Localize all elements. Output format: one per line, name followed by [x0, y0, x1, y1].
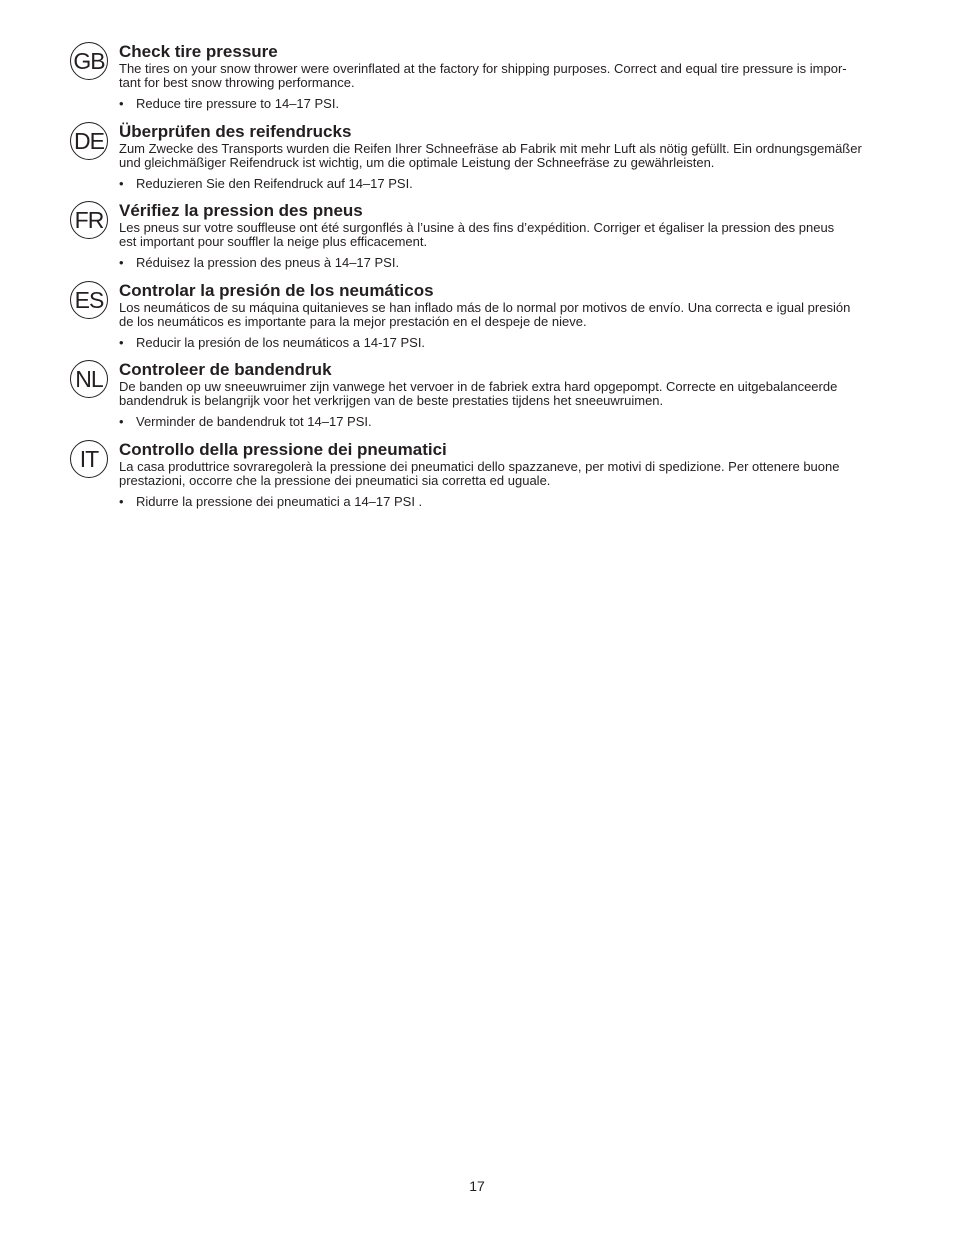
section-content [119, 122, 899, 191]
section-content [119, 201, 899, 270]
body-line: prestazioni, occorre che la pressione dei pneumatici sia corretta ed uguale. [119, 473, 551, 488]
bullet-text: Réduisez la pression des pneus à 14–17 PSI. [136, 255, 400, 270]
body-line: Les pneus sur votre souffleuse ont été surgonflés à l’usine à des fins d’expédition. Corriger et égaliser la pression des pneus [119, 220, 835, 235]
body-line: est important pour souffler la neige plus efficacement. [119, 234, 428, 249]
section-content [119, 440, 899, 509]
body-line: bandendruk is belangrijk voor het verkrijgen van de beste prestaties tijdens het sneeuwruimen. [119, 393, 664, 408]
bullet-text: Verminder de bandendruk tot 14–17 PSI. [136, 414, 372, 429]
page-number: 17 [469, 1178, 485, 1194]
section-heading: Check tire pressure [119, 42, 278, 61]
bullet-dot-icon: • [119, 494, 124, 509]
bullet-dot-icon: • [119, 176, 124, 191]
body-line: The tires on your snow thrower were overinflated at the factory for shipping purposes. Correct and equal tire pressure is impor- [119, 61, 847, 76]
body-line: tant for best snow throwing performance. [119, 75, 355, 90]
bullet-text: Reduce tire pressure to 14–17 PSI. [136, 96, 340, 111]
section-heading: Überprüfen des reifendrucks [119, 122, 352, 141]
bullet-text: Reduzieren Sie den Reifendruck auf 14–17 PSI. [136, 176, 413, 191]
bullet-item [119, 177, 899, 191]
section-body [119, 62, 899, 90]
language-badge-fr: FR [70, 201, 108, 239]
bullet-dot-icon: • [119, 335, 124, 350]
bullet-text: Ridurre la pressione dei pneumatici a 14–17 PSI . [136, 494, 423, 509]
bullet-dot-icon: • [119, 414, 124, 429]
bullet-dot-icon: • [119, 96, 124, 111]
section-content [119, 281, 899, 350]
bullet-item [119, 256, 899, 270]
bullet-dot-icon: • [119, 255, 124, 270]
section-content [119, 360, 899, 429]
language-badge-de: DE [70, 122, 108, 160]
section-heading: Controleer de bandendruk [119, 360, 332, 379]
section-heading: Controllo della pressione dei pneumatici [119, 440, 447, 459]
body-line: de los neumáticos es importante para la mejor prestación en el despeje de nieve. [119, 314, 587, 329]
section-body [119, 221, 899, 249]
section-content [119, 42, 899, 111]
section-heading: Vérifiez la pression des pneus [119, 201, 363, 220]
bullet-item [119, 495, 899, 509]
body-line: La casa produttrice sovraregolerà la pressione dei pneumatici dello spazzaneve, per motivi di spedizione. Per ottenere buone [119, 459, 840, 474]
language-badge-it: IT [70, 440, 108, 478]
section-body [119, 460, 899, 488]
section-heading: Controlar la presión de los neumáticos [119, 281, 434, 300]
bullet-text: Reducir la presión de los neumáticos a 14-17 PSI. [136, 335, 426, 350]
bullet-item [119, 336, 899, 350]
language-badge-nl: NL [70, 360, 108, 398]
language-badge-es: ES [70, 281, 108, 319]
language-badge-gb: GB [70, 42, 108, 80]
body-line: und gleichmäßiger Reifendruck ist wichtig, um die optimale Leistung der Schneefräse zu gewährleisten. [119, 155, 715, 170]
body-line: Los neumáticos de su máquina quitanieves se han inflado más de lo normal por motivos de envío. Una correcta e igual presión [119, 300, 851, 315]
section-body [119, 301, 899, 329]
bullet-item [119, 415, 899, 429]
section-body [119, 380, 899, 408]
body-line: Zum Zwecke des Transports wurden die Reifen Ihrer Schneefräse ab Fabrik mit mehr Luft als nötig gefüllt. Ein ordnungsgemäßer [119, 141, 862, 156]
section-body [119, 142, 899, 170]
body-line: De banden op uw sneeuwruimer zijn vanwege het vervoer in de fabriek extra hard opgepompt. Correcte en uitgebalanceerde [119, 379, 838, 394]
bullet-item [119, 97, 899, 111]
